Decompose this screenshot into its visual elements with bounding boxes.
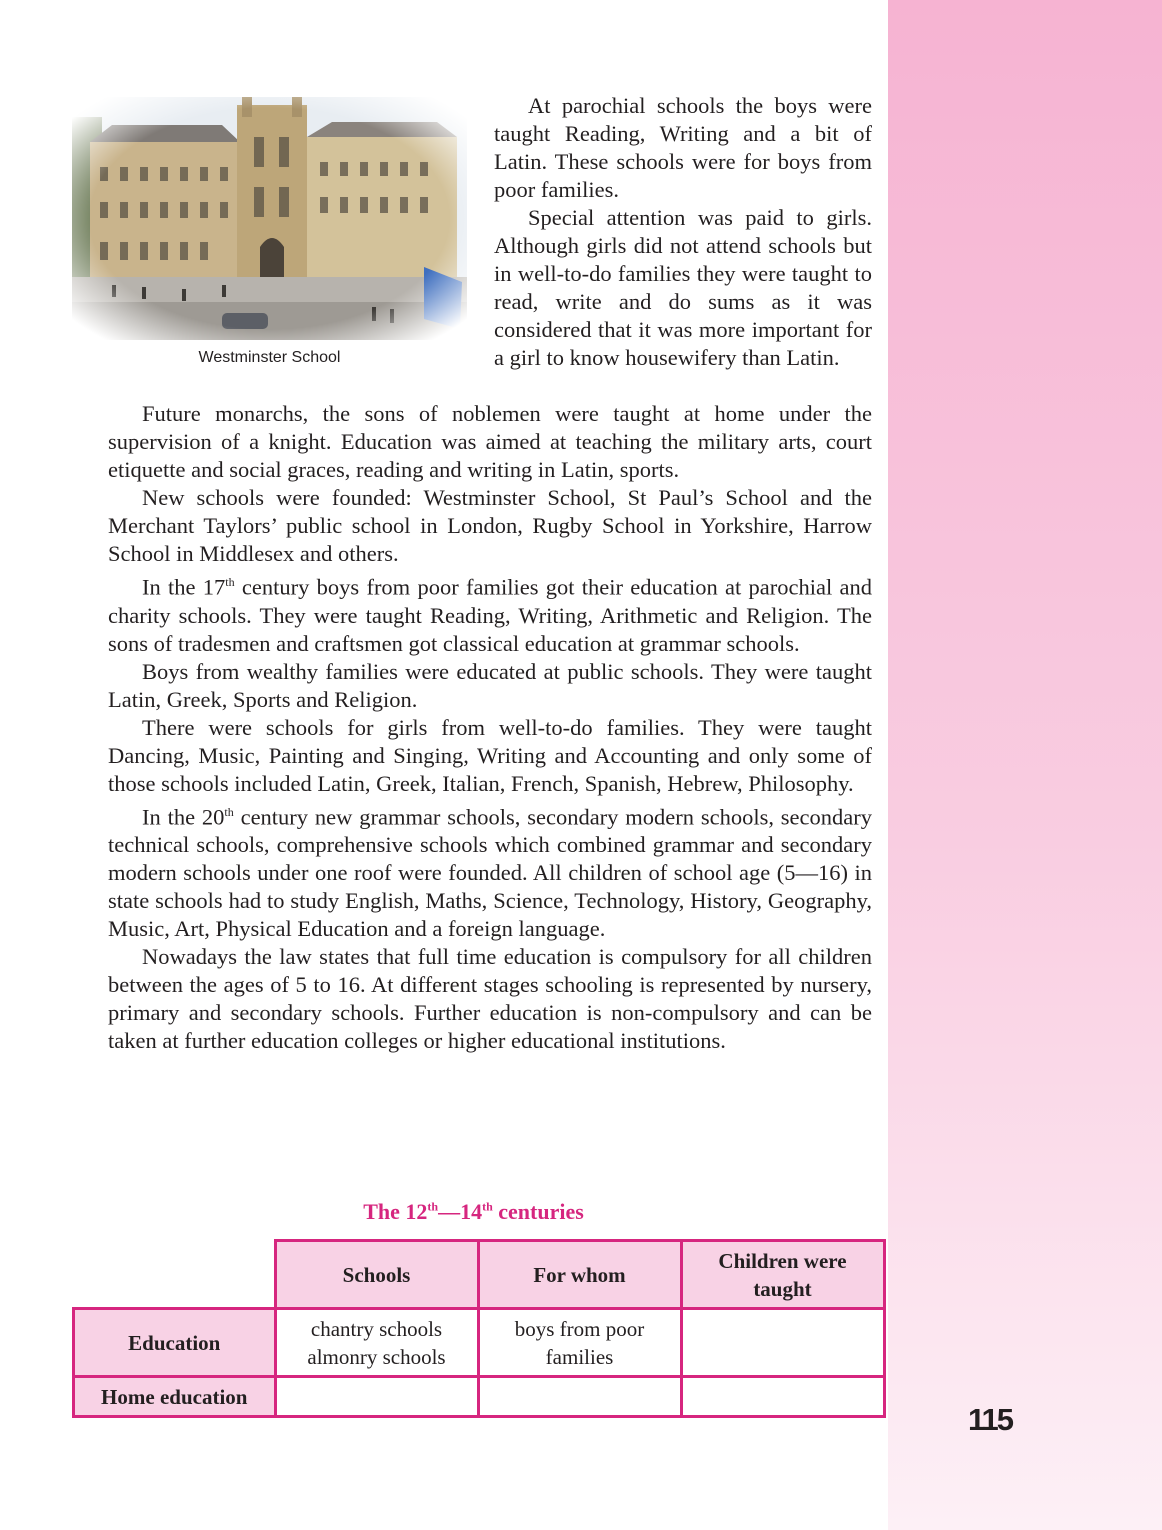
paragraph: There were schools for girls from well-to-do families. They were taught Dancing, Music, Painting and Singing, Writing and Accounting and only some of those schools included Latin, Greek, Italian, French, Spanish, Hebrew, Philosophy. [108, 714, 872, 796]
table-cell: chantry schools almonry schools [275, 1309, 478, 1377]
paragraph: New schools were founded: Westminster School, St Paul’s School and the Merchant Taylors’ public school in London, Rugby School in Yorkshire, Harrow School in Middlesex and others. [108, 485, 872, 566]
main-text [108, 400, 872, 1055]
schools-table [72, 1239, 886, 1418]
westminster-school-photo [72, 97, 467, 340]
table-corner-cell [74, 1241, 276, 1309]
paragraph: Boys from wealthy families were educated at public schools. They were taught Latin, Greek, Sports and Religion. [108, 658, 872, 712]
row-label: Education [74, 1309, 276, 1377]
table-cell [681, 1377, 884, 1417]
paragraph: In the 20th century new grammar schools, secondary modern schools, secondary technical schools, comprehensive schools which combined grammar and secondary modern schools under one roof were founded. All children of school age (5—16) in state schools had to study English, Maths, Science, Technology, History, Geography, Music, Art, Physical Education and a foreign language. [108, 804, 872, 941]
header-cell: Children were taught [681, 1241, 884, 1309]
table-cell [275, 1377, 478, 1417]
table-cell [681, 1309, 884, 1377]
table-row [74, 1309, 885, 1377]
table-cell: boys from poor families [478, 1309, 681, 1377]
table-header-row [74, 1241, 885, 1309]
table-title: The 12th—14th centuries [363, 1199, 584, 1224]
page-number: 115 [967, 1402, 1012, 1437]
row-label: Home education [74, 1377, 276, 1417]
paragraph: At parochial schools the boys were taught Reading, Writing and a bit of Latin. These schools were for boys from poor families. [494, 93, 872, 202]
page-margin-band [888, 0, 1162, 1530]
header-cell: Schools [275, 1241, 478, 1309]
right-column-text [494, 92, 872, 372]
paragraph: Nowadays the law states that full time education is compulsory for all children between the ages of 5 to 16. At different stages schooling is represented by nursery, primary and secondary schools. Further education is non-compulsory and can be taken at further education colleges or higher educational institutions. [108, 944, 872, 1053]
table-cell [478, 1377, 681, 1417]
header-cell: For whom [478, 1241, 681, 1309]
paragraph: Future monarchs, the sons of noblemen were taught at home under the supervision of a knight. Education was aimed at teaching the military arts, court etiquette and social graces, reading and writing in Latin, sports. [108, 401, 872, 482]
table-row [74, 1377, 885, 1417]
paragraph: In the 17th century boys from poor families got their education at parochial and charity schools. They were taught Reading, Writing, Arithmetic and Religion. The sons of tradesmen and craftsmen got classical education at grammar schools. [108, 574, 872, 656]
photo-caption: Westminster School [198, 349, 341, 366]
paragraph: Special attention was paid to girls. Although girls did not attend schools but in well-to-do families they were taught to read, write and do sums as it was considered that it was more important for a girl to know housewifery than Latin. [494, 205, 872, 370]
